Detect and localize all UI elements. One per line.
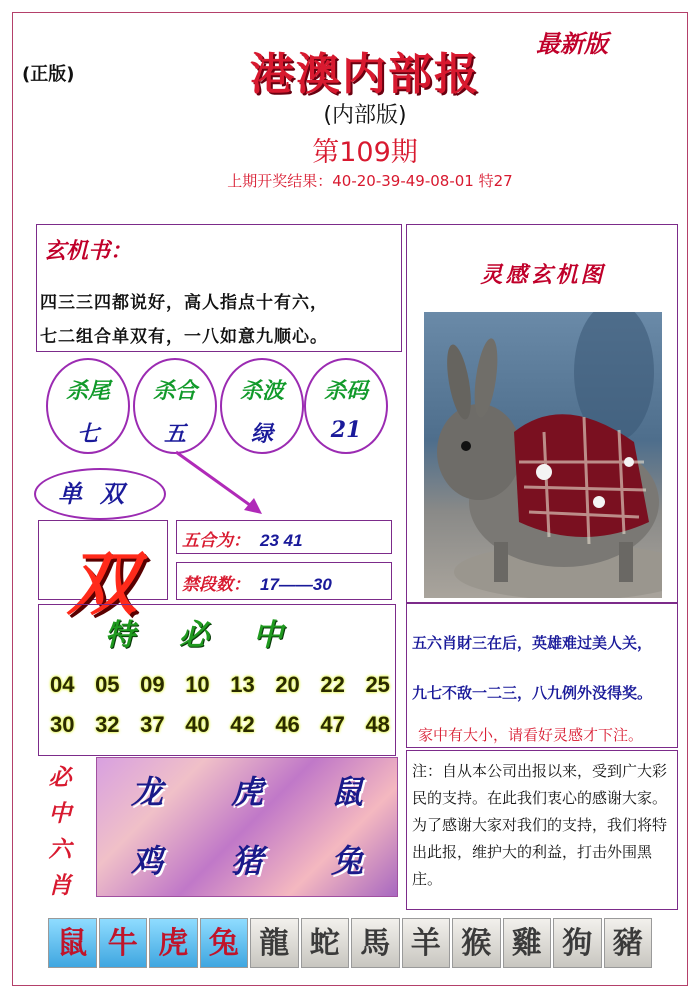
prediction-tail bbox=[46, 358, 130, 454]
must-six-zodiac-label: 必中六肖 bbox=[48, 764, 72, 899]
special-number: 42 bbox=[230, 712, 255, 737]
prediction-label: 杀码 bbox=[323, 378, 368, 404]
special-number: 47 bbox=[320, 712, 345, 737]
five-he-label: 五合为： bbox=[182, 531, 250, 551]
prediction-label: 杀尾 bbox=[65, 378, 110, 404]
special-number: 48 bbox=[365, 712, 390, 737]
special-number: 20 bbox=[275, 672, 300, 697]
zodiac-strip bbox=[48, 918, 652, 968]
zodiac-tile-pig: 豬 bbox=[604, 918, 653, 968]
zodiac-tile-snake: 蛇 bbox=[301, 918, 350, 968]
poem-line-2: 七二组合单双有，一八如意九顺心。 bbox=[40, 327, 328, 347]
issue-number: 第109期 bbox=[312, 137, 418, 168]
single-double-oval: 单双 bbox=[34, 468, 166, 520]
prediction-combo bbox=[133, 358, 217, 454]
special-number: 22 bbox=[320, 672, 345, 697]
cold-range-label: 禁段数： bbox=[182, 575, 250, 595]
arrow-icon bbox=[170, 446, 270, 522]
rabbit-image bbox=[424, 312, 662, 598]
zodiac-tile-horse: 馬 bbox=[351, 918, 400, 968]
zodiac-tile-goat: 羊 bbox=[402, 918, 451, 968]
zodiac-tile-tiger: 虎 bbox=[149, 918, 198, 968]
cold-range-line bbox=[182, 570, 332, 595]
zodiac-picture-panel bbox=[96, 757, 398, 897]
special-row-2 bbox=[50, 712, 390, 738]
zodiac-tile-dragon: 龍 bbox=[250, 918, 299, 968]
special-number: 37 bbox=[140, 712, 165, 737]
prediction-value: 七 bbox=[76, 421, 99, 447]
prediction-label: 杀合 bbox=[152, 378, 197, 404]
special-number: 30 bbox=[50, 712, 75, 737]
zodiac-rooster: 鸡 bbox=[130, 842, 163, 880]
prediction-wave bbox=[220, 358, 304, 454]
latest-edition-badge: 最新版 bbox=[536, 29, 608, 58]
zodiac-tile-rat: 鼠 bbox=[48, 918, 97, 968]
prediction-code bbox=[304, 358, 388, 454]
bet-notice: 家中有大小，请看好灵感才下注。 bbox=[418, 726, 644, 744]
special-number: 46 bbox=[275, 712, 300, 737]
zodiac-pig: 猪 bbox=[230, 842, 263, 880]
special-number: 25 bbox=[365, 672, 390, 697]
five-he-line bbox=[182, 526, 303, 551]
zodiac-rabbit: 兔 bbox=[330, 842, 363, 880]
prediction-value: 绿 bbox=[250, 421, 273, 447]
special-number: 10 bbox=[185, 672, 210, 697]
special-number: 05 bbox=[95, 672, 120, 697]
newspaper-title: 港澳内部报 bbox=[250, 49, 480, 100]
special-number: 09 bbox=[140, 672, 165, 697]
newspaper-subtitle: (内部版) bbox=[323, 103, 407, 128]
cold-range-value: 17——30 bbox=[260, 575, 332, 594]
clue-line-2: 九七不敌一二三，八九例外没得奖。 bbox=[412, 684, 653, 702]
five-he-value: 23 41 bbox=[260, 531, 303, 550]
zodiac-tile-monkey: 猴 bbox=[452, 918, 501, 968]
zodiac-rat: 鼠 bbox=[330, 773, 363, 811]
prediction-value: 五 bbox=[163, 421, 186, 447]
special-number: 04 bbox=[50, 672, 75, 697]
company-note: 注：自从本公司出报以来，受到广大彩民的支持。在此我们衷心的感谢大家。为了感谢大家对我们的支持，我们将特出此报，维护大的利益，打击外围黑庄。 bbox=[412, 762, 668, 888]
poem-line-1: 四三三四都说好，高人指点十有六， bbox=[40, 293, 328, 313]
special-number: 32 bbox=[95, 712, 120, 737]
zodiac-tiger: 虎 bbox=[230, 773, 263, 811]
big-char-double: 双 bbox=[67, 542, 137, 625]
prediction-label: 杀波 bbox=[239, 378, 284, 404]
prediction-value: 21 bbox=[330, 417, 362, 443]
special-number: 40 bbox=[185, 712, 210, 737]
zodiac-tile-rabbit: 兔 bbox=[200, 918, 249, 968]
zodiac-tile-dog: 狗 bbox=[553, 918, 602, 968]
special-title: 特必中 bbox=[105, 618, 327, 653]
rabbit-photo bbox=[424, 312, 662, 598]
divider bbox=[406, 602, 678, 604]
edition-label: (正版) bbox=[22, 64, 75, 85]
zodiac-tile-ox: 牛 bbox=[99, 918, 148, 968]
zodiac-tile-rooster: 雞 bbox=[503, 918, 552, 968]
inspiration-title: 灵感玄机图 bbox=[480, 262, 606, 288]
last-draw-result: 上期开奖结果：40-20-39-49-08-01 特27 bbox=[227, 172, 513, 190]
special-number: 13 bbox=[230, 672, 255, 697]
special-row-1 bbox=[50, 672, 390, 698]
clue-line-1: 五六肖財三在后，英雄难过美人关， bbox=[412, 634, 653, 652]
zodiac-dragon: 龙 bbox=[130, 773, 163, 811]
mystic-book-heading: 玄机书： bbox=[44, 238, 133, 264]
